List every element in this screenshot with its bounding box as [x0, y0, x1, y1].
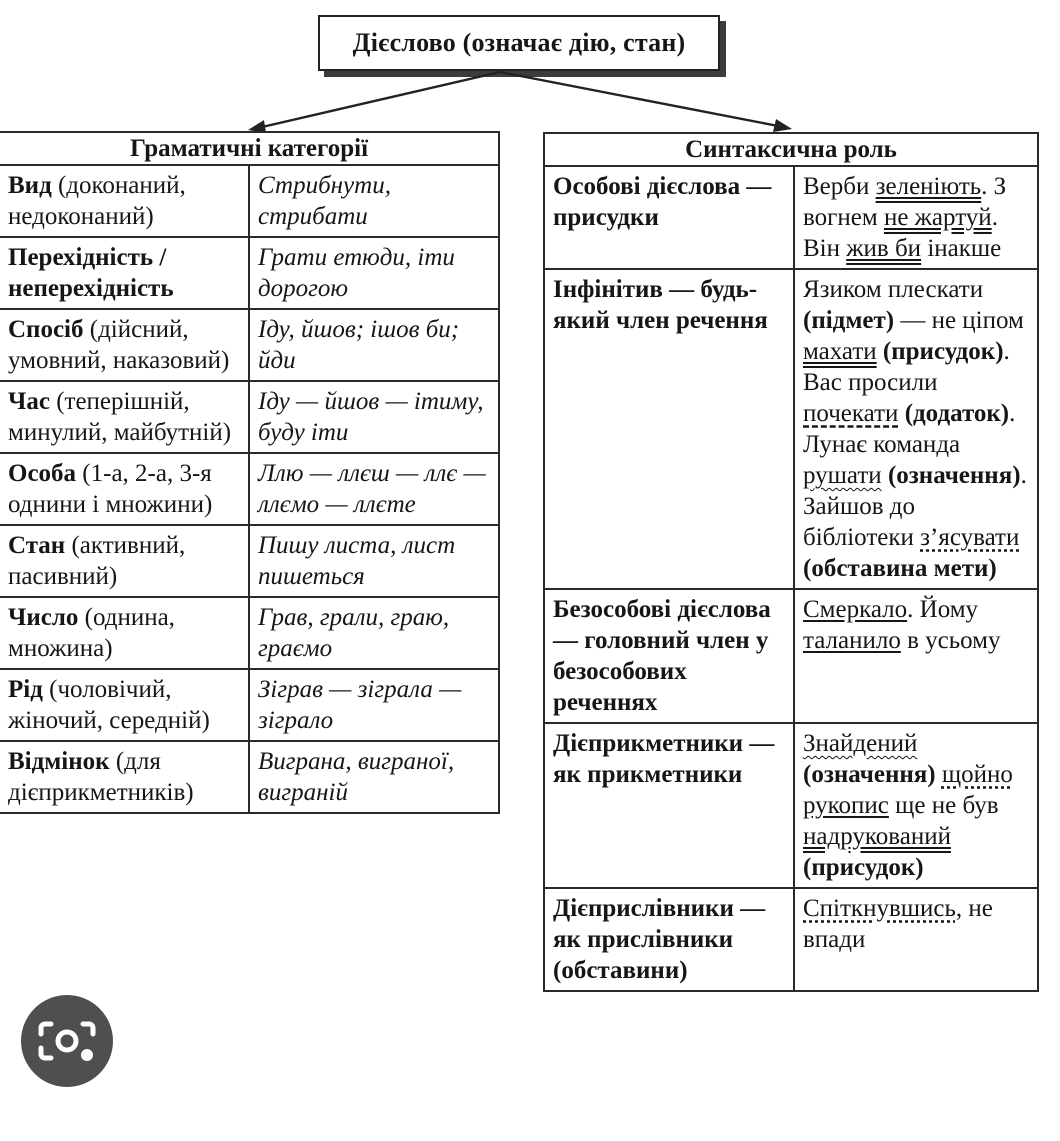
- syntax-example: [794, 166, 1038, 269]
- category-example: Іду — йшов — ітиму, буду іти: [249, 381, 499, 453]
- category-example: Іду, йшов; ішов би; йди: [249, 309, 499, 381]
- example-fragment-marked: щойно: [941, 761, 1013, 788]
- example-fragment-marked: (присудок): [803, 854, 924, 881]
- example-fragment-marked: махати: [803, 338, 877, 365]
- example-fragment: . Він: [803, 204, 998, 262]
- syntax-example: [794, 269, 1038, 589]
- syntax-table-header: Синтаксична роль: [544, 133, 1038, 166]
- category-example: Пишу листа, лист пишеться: [249, 525, 499, 597]
- category-cell: [0, 237, 249, 309]
- category-note: (1-а, 2-а, 3-я однини і множини): [8, 460, 213, 518]
- example-fragment-marked: (означення): [887, 462, 1021, 489]
- category-example: Виграна, виграної, виграній: [249, 741, 499, 813]
- syntax-role: Дієприкметники — як прикметники: [544, 723, 794, 888]
- example-fragment: , не впади: [803, 895, 993, 953]
- category-term: Стан: [8, 532, 66, 559]
- syntax-row: [544, 723, 1038, 888]
- grammar-row: [0, 381, 499, 453]
- category-example: Грав, грали, граю, граємо: [249, 597, 499, 669]
- syntax-example: [794, 723, 1038, 888]
- grammar-table-header: Граматичні категорії: [0, 132, 499, 165]
- example-fragment: . Зайшов до бібліотеки: [803, 462, 1027, 551]
- example-fragment-marked: (означення): [803, 761, 936, 788]
- example-fragment-marked: жив би: [846, 235, 922, 262]
- example-fragment: . Йому: [907, 596, 979, 623]
- grammar-categories-table: [0, 131, 500, 814]
- category-note: (теперішній, минулий, майбутній): [8, 388, 232, 446]
- grammar-row: [0, 453, 499, 525]
- branch-arrows: [0, 0, 1060, 140]
- grammar-row: [0, 309, 499, 381]
- category-note: (активний, пасивний): [8, 532, 186, 590]
- example-fragment-marked: таланило: [803, 627, 901, 654]
- camera-lens-search-icon: [21, 995, 113, 1087]
- category-term: Відмінок: [8, 748, 110, 775]
- category-cell: [0, 381, 249, 453]
- syntax-row: [544, 888, 1038, 991]
- arrow-to-grammar: [262, 72, 500, 127]
- syntax-example: [794, 888, 1038, 991]
- category-term: Особа: [8, 460, 77, 487]
- syntactic-role-table: [543, 132, 1039, 992]
- grammar-row: [0, 597, 499, 669]
- example-fragment-marked: Смеркало: [803, 596, 908, 623]
- syntax-role: Особові дієслова — присудки: [544, 166, 794, 269]
- diagram-title: Дієслово (означає дію, стан): [318, 15, 720, 71]
- example-fragment: . Вас просили: [803, 338, 1010, 396]
- arrowhead-right: [773, 119, 792, 132]
- category-cell: [0, 597, 249, 669]
- category-example: Стрибнути, стрибати: [249, 165, 499, 237]
- category-example: Ллю — ллєш — ллє — ллємо — ллєте: [249, 453, 499, 525]
- category-note: (дійсний, умовний, наказовий): [8, 316, 230, 374]
- example-fragment-marked: надрукований: [803, 823, 951, 850]
- example-fragment-marked: (обставина мети): [803, 555, 997, 582]
- category-cell: [0, 165, 249, 237]
- category-example: Грати етюди, іти дорогою: [249, 237, 499, 309]
- example-fragment: . Лунає команда: [803, 400, 1016, 458]
- category-term: Вид: [8, 172, 52, 199]
- example-fragment: в усьому: [900, 627, 1001, 654]
- category-example: Зіграв — зіграла — зіграло: [249, 669, 499, 741]
- grammar-row: [0, 165, 499, 237]
- grammar-row: [0, 669, 499, 741]
- syntax-row: [544, 589, 1038, 723]
- category-note: (доконаний, недоконаний): [8, 172, 186, 230]
- example-fragment: ще не був: [888, 792, 999, 819]
- example-fragment: . З вогнем: [803, 173, 1007, 231]
- category-note: (для дієприкметників): [8, 748, 194, 806]
- syntax-role: Інфінітив — будь-який член речення: [544, 269, 794, 589]
- category-cell: [0, 525, 249, 597]
- example-fragment-marked: (підмет): [803, 307, 895, 334]
- syntax-row: [544, 269, 1038, 589]
- syntax-role: Безособові дієслова — головний член у безособових реченнях: [544, 589, 794, 723]
- syntax-role: Дієприслівники — як прислівники (обставини): [544, 888, 794, 991]
- category-term: Час: [8, 388, 50, 415]
- example-fragment-marked: рушати: [803, 462, 882, 489]
- example-fragment-marked: Знайдений: [803, 730, 918, 757]
- category-term: Рід: [8, 676, 43, 703]
- example-fragment-marked: почекати: [803, 400, 899, 427]
- visual-search-button[interactable]: [21, 995, 113, 1087]
- category-cell: [0, 453, 249, 525]
- category-term: Спосіб: [8, 316, 84, 343]
- example-fragment: Язиком плескати: [803, 276, 984, 303]
- grammar-row: [0, 525, 499, 597]
- category-cell: [0, 741, 249, 813]
- example-fragment-marked: зеленіють: [875, 173, 982, 200]
- example-fragment-marked: Спіткнувшись: [803, 895, 956, 922]
- category-note: (чоловічий, жіночий, середній): [8, 676, 210, 734]
- example-fragment-marked: (присудок): [882, 338, 1004, 365]
- category-cell: [0, 309, 249, 381]
- category-term: Перехідність / неперехідність: [8, 244, 174, 302]
- category-cell: [0, 669, 249, 741]
- syntax-example: [794, 589, 1038, 723]
- grammar-row: [0, 741, 499, 813]
- grammar-row: [0, 237, 499, 309]
- category-term: Число: [8, 604, 79, 631]
- arrow-to-syntax: [500, 72, 778, 126]
- example-fragment: Верби: [803, 173, 876, 200]
- example-fragment-marked: не жартуй: [883, 204, 992, 231]
- example-fragment: інакше: [921, 235, 1002, 262]
- example-fragment-marked: з’ясувати: [920, 524, 1020, 551]
- example-fragment-marked: (додаток): [904, 400, 1010, 427]
- syntax-row: [544, 166, 1038, 269]
- example-fragment: — не ціпом: [894, 307, 1024, 334]
- example-fragment-marked: рукопис: [803, 792, 889, 819]
- category-note: (однина, множина): [8, 604, 175, 662]
